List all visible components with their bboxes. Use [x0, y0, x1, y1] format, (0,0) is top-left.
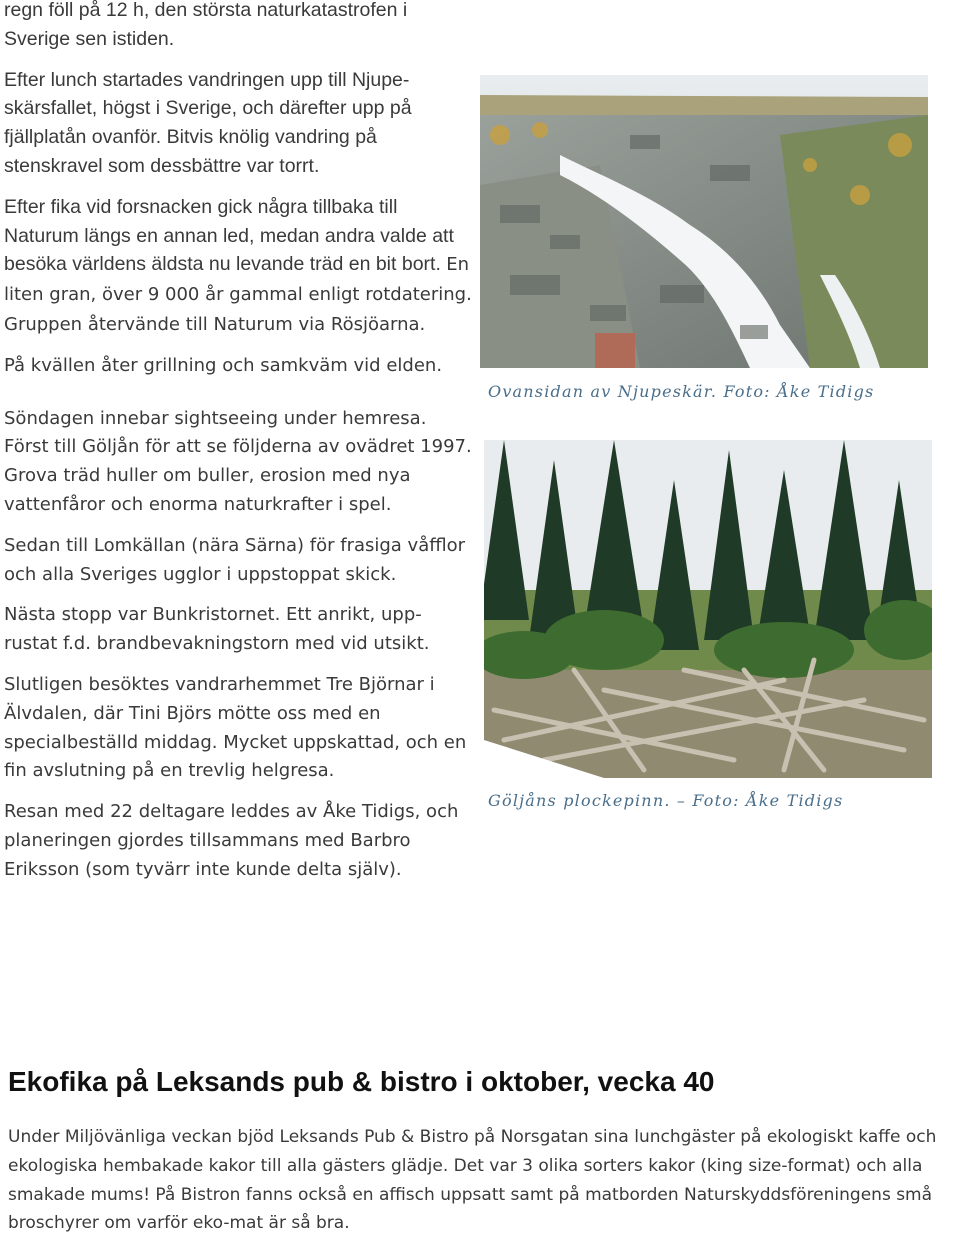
- paragraph: regn föll på 12 h, den största naturkatastrofen i Sverige sen istiden.: [4, 0, 408, 50]
- figure-caption: Göljåns plockepinn. – Foto: Åke Tidigs: [488, 791, 844, 810]
- paragraph: Söndagen innebar sightseeing under hemresa. Först till Göljån för att se följderna av ovädret 1997. Grova träd huller om buller, erosion med nya vattenfåror och enorma naturkrafter i spel.: [4, 407, 472, 515]
- article-body: Under Miljövänliga veckan bjöd Leksands Pub & Bistro på Norsgatan sina lunchgäster på ekologiskt kaffe och ekologiska hembakade kakor till alla gästers glädje. Det var 3 olika sorters kakor (king size-format) och alla smakade mums! På Bistron fanns också en affisch uppsatt samt på matborden Naturskyddsföreningens små broschyrer om varför eko-mat är så bra.: [8, 1127, 937, 1234]
- paragraph: På kvällen åter grillning och samkväm vid elden.: [4, 354, 443, 376]
- paragraph: Efter lunch startades vandringen upp till Njupe-skärsfallet, högst i Sverige, och därefter upp på fjällplatån ovanför. Bitvis knölig vandring på stenskravel som dessbättre var torrt.: [4, 68, 412, 177]
- paragraph: Slutligen besöktes vandrarhemmet Tre Björnar i Älvdalen, där Tini Björs mötte oss med en specialbeställd middag. Mycket uppskattad, och en fin avslutning på en trevlig helgresa.: [4, 673, 467, 782]
- paragraph-part: Efter fika vid forsnacken gick några tillbaka till Naturum längs en annan led, medan andra valde att besöka världens äldsta nu levande träd en bit bort.: [4, 195, 454, 276]
- paragraph-part: En liten gran, över 9 000 år gammal enligt rotdatering. Gruppen återvände till Naturum via Rösjöarna.: [4, 254, 472, 335]
- left-column: [4, 0, 472, 885]
- waterfall-photo: [480, 75, 928, 368]
- article-heading: Ekofika på Leksands pub & bistro i oktober, vecka 40: [8, 1066, 715, 1097]
- paragraph: Sedan till Lomkällan (nära Särna) för frasiga våfflor och alla Sveriges ugglor i uppstoppat skick.: [4, 534, 466, 585]
- figure-caption: Ovansidan av Njupeskär. Foto: Åke Tidigs: [488, 382, 875, 401]
- paragraph: [4, 193, 472, 340]
- paragraph: Nästa stopp var Bunkristornet. Ett anrikt, upp-rustat f.d. brandbevakningstorn med vid utsikt.: [4, 604, 430, 655]
- paragraph: Resan med 22 deltagare leddes av Åke Tidigs, och planeringen gjordes tillsammans med Barbro Eriksson (som tyvärr inte kunde delta själv).: [4, 801, 459, 880]
- forest-photo: [484, 440, 932, 778]
